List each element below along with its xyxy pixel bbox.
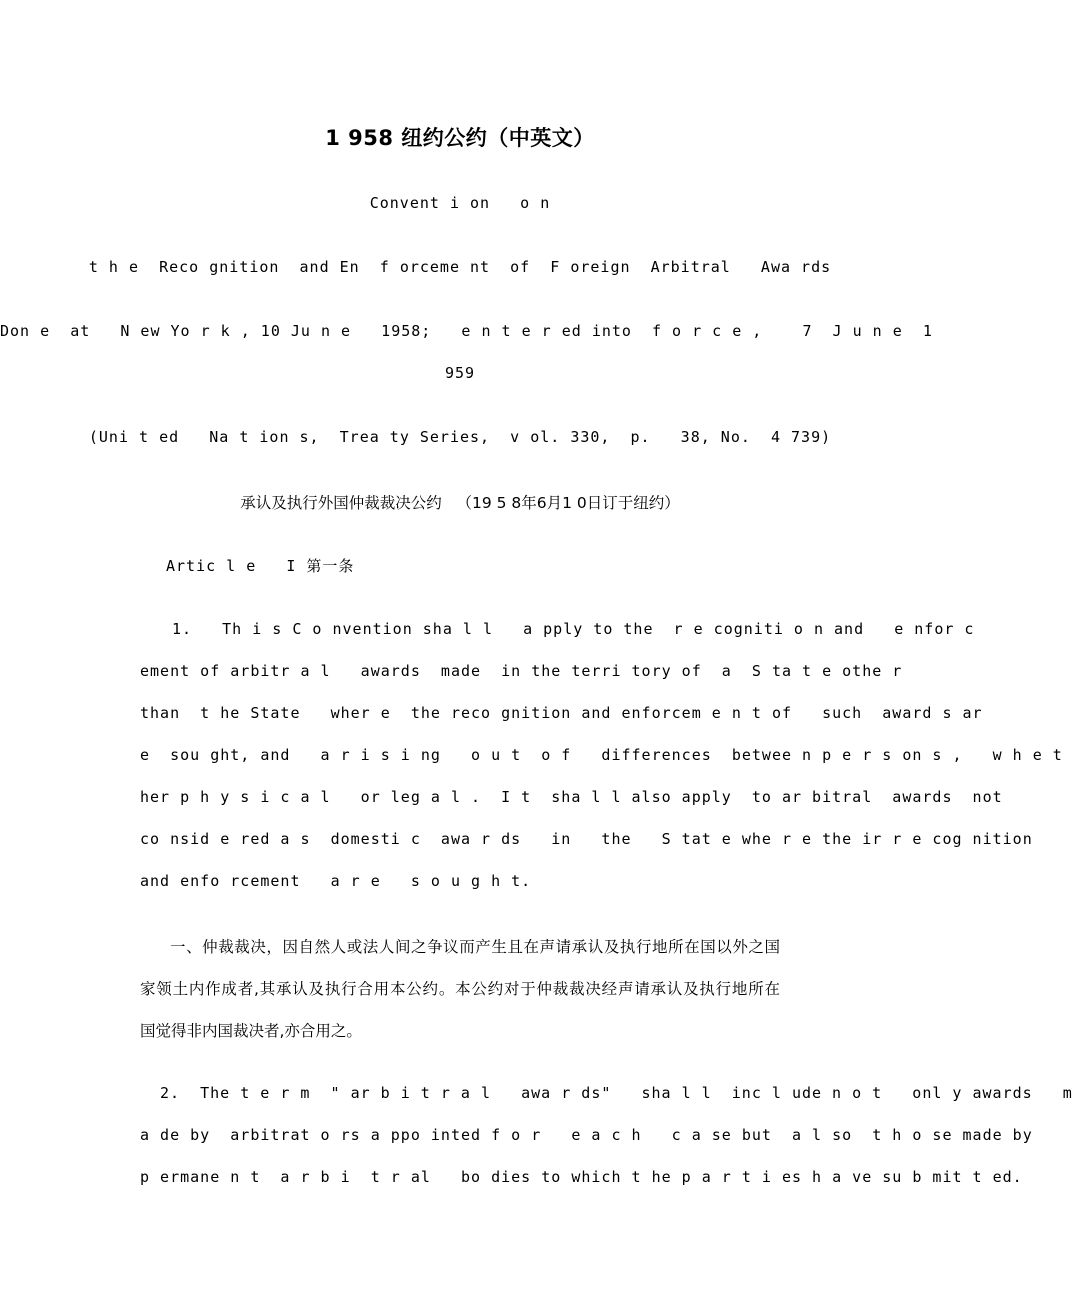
treaty-series-reference: (Uni t ed Na t ion s, Trea ty Series, v ol. 330, p. 38, No. 4 739) (88, 428, 832, 446)
para1-en-line: e sou ght, and a r i s i ng o u t o f differences betwee n p e r s on s , w h e t (140, 746, 1063, 764)
para1-zh-line: 一、仲裁裁决，因自然人或法人间之争议而产生且在声请承认及执行地所在国以外之国 (170, 938, 780, 956)
done-date-line2: 959 (444, 364, 476, 382)
para1-en-line: co nsid e red a s domesti c awa r ds in the S tat e whe r e the ir r e cog nition (140, 830, 1033, 848)
para1-en-line: 1. Th i s C o nvention sha l l a pply to the r e cogniti o n and e nfor c (172, 620, 975, 638)
para2-en-line: a de by arbitrat o rs a ppo inted f o r e a c h c a se but a l so t h o se made by (140, 1126, 1033, 1144)
para1-zh-line: 国觉得非内国裁决者,亦合用之。 (140, 1022, 362, 1040)
article-heading: Artic l e I 第一条 (166, 557, 355, 575)
para1-zh-line: 家领土内作成者,其承认及执行合用本公约。本公约对于仲裁裁决经声请承认及执行地所在 (140, 980, 780, 998)
para1-en-line: and enfo rcement a r e s o u g h t. (140, 872, 532, 890)
convention-name-line2: t h e Reco gnition and En f orceme nt of F oreign Arbitral Awa rds (88, 258, 832, 276)
para2-en-line: p ermane n t a r b i t r al bo dies to which t he p a r t i es h a ve su b mit t ed. (140, 1168, 1023, 1186)
para1-en-line: her p h y s i c a l or leg a l . I t sha l l also apply to ar bitral awards not (140, 788, 1003, 806)
done-date-line1: Don e at N ew Yo r k , 10 Ju n e 1958; e n t e r ed into f o r c e , 7 J u n e 1 (0, 322, 933, 340)
para2-en-line: 2. The t e r m " ar b i t r a l awa r ds" sha l l inc l ude n o t onl y awards m (160, 1084, 1073, 1102)
convention-name-line1: Convent i on o n (369, 194, 551, 212)
para1-en-line: than t he State wher e the reco gnition and enforcem e n t of such award s ar (140, 704, 983, 722)
para1-en-line: ement of arbitr a l awards made in the terri tory of a S ta t e othe r (140, 662, 903, 680)
chinese-convention-title: 承认及执行外国仲裁裁决公约 （19 5 8年6月1 0日订于纽约） (240, 494, 680, 512)
document-title: 1 958 纽约公约（中英文） (325, 126, 595, 150)
